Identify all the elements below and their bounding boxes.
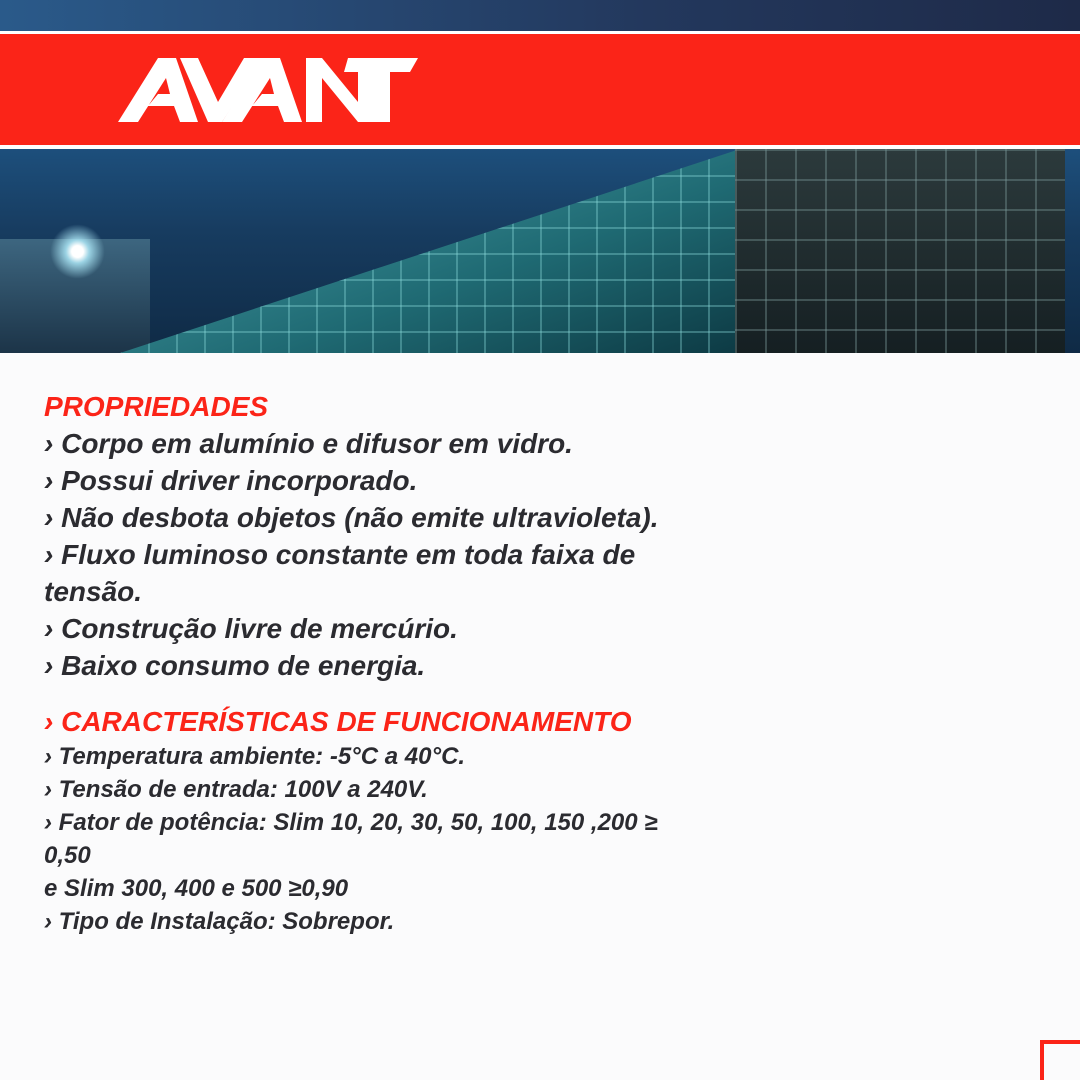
list-item: tensão.: [44, 576, 143, 607]
list-item: › Tensão de entrada: 100V a 240V.: [44, 776, 428, 803]
top-bar: [0, 0, 1080, 31]
product-details: [44, 388, 844, 938]
photo-glass-facade: [120, 149, 740, 353]
photo-dark-facade: [735, 149, 1065, 353]
propriedades-heading: PROPRIEDADES: [44, 391, 269, 422]
list-item: › Possui driver incorporado.: [44, 465, 418, 496]
list-item: e Slim 300, 400 e 500 ≥0,90: [44, 875, 349, 902]
list-item: › Baixo consumo de energia.: [44, 650, 426, 681]
list-item: › Temperatura ambiente: -5°C a 40°C.: [44, 743, 466, 770]
list-item: › Não desbota objetos (não emite ultravioleta).: [44, 502, 659, 533]
light-flare: [50, 224, 105, 279]
list-item: › Fluxo luminoso constante em toda faixa de: [44, 539, 636, 570]
avant-logo: [118, 50, 418, 130]
list-item: › Construção livre de mercúrio.: [44, 613, 458, 644]
caracteristicas-heading: › CARACTERÍSTICAS DE FUNCIONAMENTO: [44, 706, 632, 737]
corner-bracket-decoration: [1040, 1040, 1080, 1080]
list-item: › Fator de potência: Slim 10, 20, 30, 50, 100, 150 ,200 ≥: [44, 809, 658, 836]
list-item: › Corpo em alumínio e difusor em vidro.: [44, 428, 573, 459]
building-photo: [0, 149, 1080, 353]
list-item: › Tipo de Instalação: Sobrepor.: [44, 908, 395, 935]
list-item: 0,50: [44, 842, 91, 869]
